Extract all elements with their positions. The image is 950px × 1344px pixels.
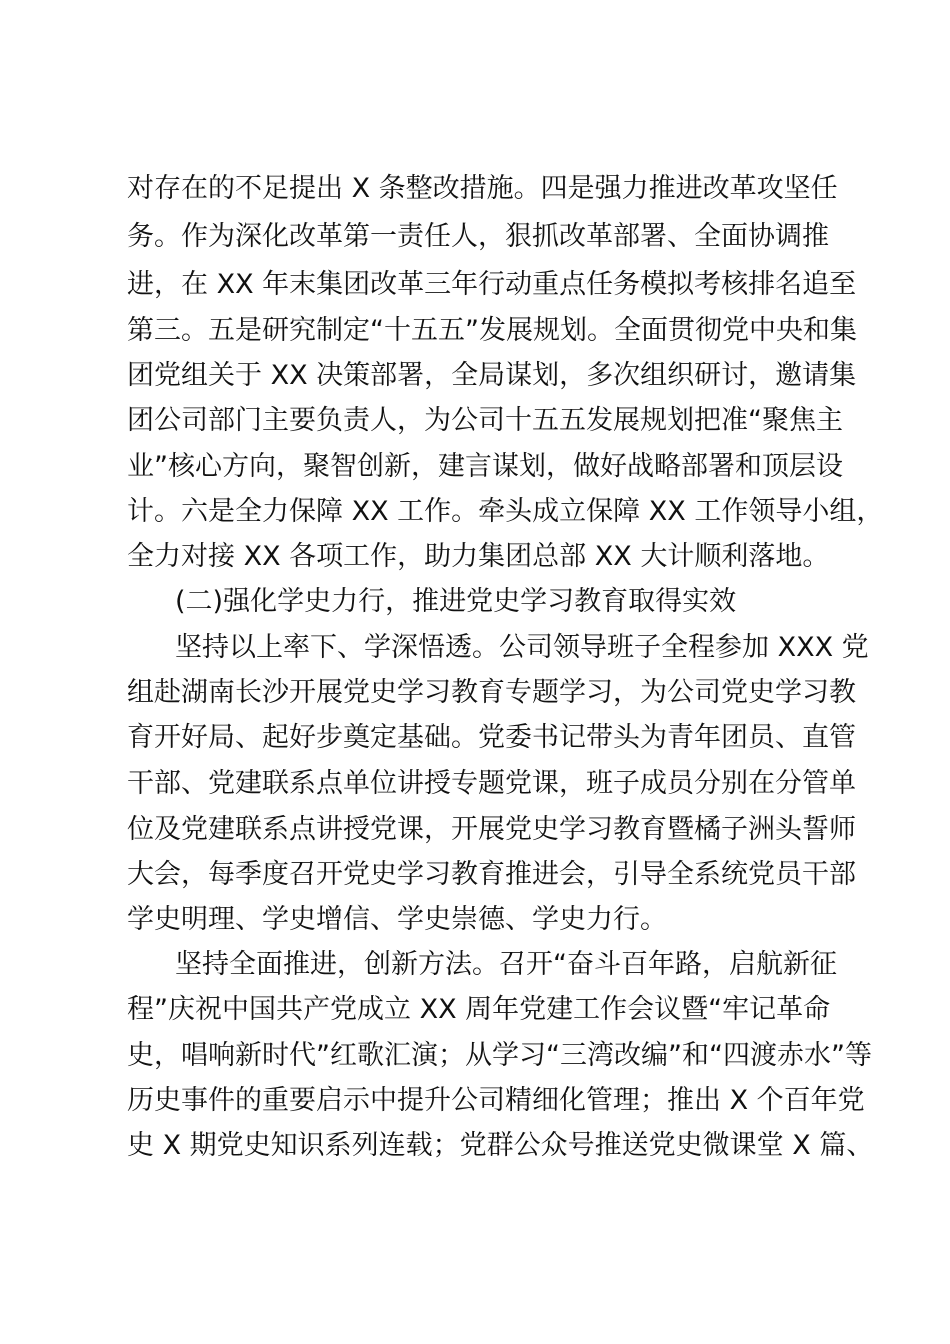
text-line: 团公司部门主要负责人，为公司十五五发展规划把准“聚焦主	[127, 405, 843, 436]
text-line: 业”核心方向，聚智创新，建言谋划，做好战略部署和顶层设	[127, 451, 843, 482]
text-line: 学史明理、学史增信、学史崇德、学史力行。	[127, 904, 667, 935]
text-line: 第三。五是研究制定“十五五”发展规划。全面贯彻党中央和集	[127, 315, 857, 346]
text-line: 史 X 期党史知识系列连载；党群公众号推送党史微课堂 X 篇、	[127, 1130, 874, 1161]
text-line: 程”庆祝中国共产党成立 XX 周年党建工作会议暨“牢记革命	[127, 994, 831, 1025]
text-line: 大会，每季度召开党史学习教育推进会，引导全系统党员干部	[127, 859, 856, 890]
text-line: 坚持全面推进，创新方法。召开“奋斗百年路，启航新征	[175, 949, 837, 980]
text-line: 史，唱响新时代”红歌汇演；从学习“三湾改编”和“四渡赤水”等	[127, 1040, 872, 1071]
text-line: 全力对接 XX 各项工作，助力集团总部 XX 大计顺利落地。	[127, 541, 830, 572]
text-line: 团党组关于 XX 决策部署，全局谋划，多次组织研讨，邀请集	[127, 360, 857, 391]
text-line: 计。六是全力保障 XX 工作。牵头成立保障 XX 工作领导小组，	[127, 496, 884, 527]
text-line: 位及党建联系点讲授党课，开展党史学习教育暨橘子洲头誓师	[127, 814, 856, 845]
text-line: 历史事件的重要启示中提升公司精细化管理；推出 X 个百年党	[127, 1085, 865, 1116]
text-line: 进，在 XX 年末集团改革三年行动重点任务模拟考核排名追至	[127, 269, 857, 300]
text-line: 组赴湖南长沙开展党史学习教育专题学习，为公司党史学习教	[127, 677, 856, 708]
text-line: 对存在的不足提出 X 条整改措施。四是强力推进改革攻坚任	[127, 173, 838, 204]
text-line: 坚持以上率下、学深悟透。公司领导班子全程参加 XXX 党	[175, 632, 869, 663]
text-line: 务。作为深化改革第一责任人，狠抓改革部署、全面协调推	[127, 221, 829, 252]
text-line: 干部、党建联系点单位讲授专题党课，班子成员分别在分管单	[127, 768, 856, 799]
text-line: 育开好局、起好步奠定基础。党委书记带头为青年团员、直管	[127, 722, 856, 753]
section-heading: (二)强化学史力行，推进党史学习教育取得实效	[175, 586, 737, 617]
